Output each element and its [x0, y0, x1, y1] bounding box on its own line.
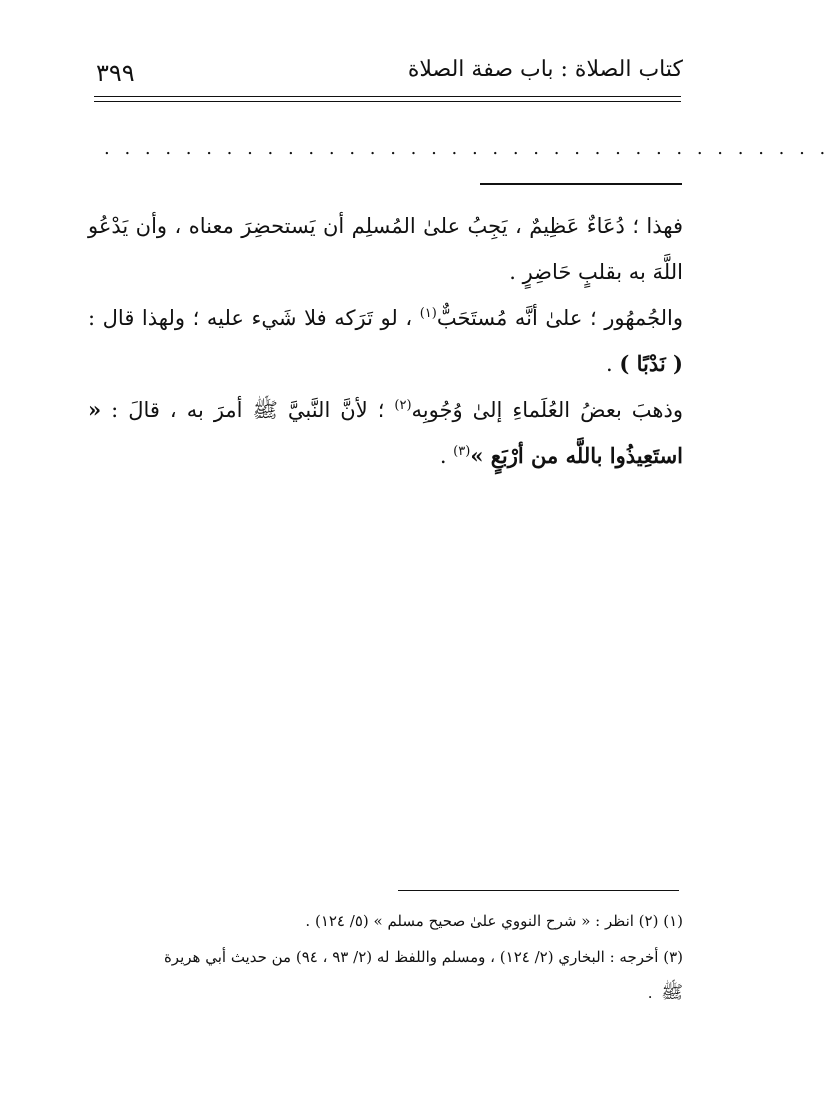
- paragraph-3-text: وذهبَ بعضُ العُلَماءِ إلىٰ وُجُوبِه: [411, 398, 683, 422]
- footnote-3-end: [83, 975, 683, 1011]
- footnote-1-2: (١) (٢) انظر : « شرح النووي علىٰ صحيح مسلم » (٥/ ١٢٤) .: [305, 912, 683, 930]
- footnote-ref-2[interactable]: (٢): [394, 398, 412, 413]
- paragraph-3: [88, 387, 683, 479]
- chapter-title: كتاب الصلاة : باب صفة الصلاة: [407, 57, 683, 82]
- footnote-3: (٣) أخرجه : البخاري (٢/ ١٢٤) ، ومسلم واللفظ له (٢/ ٩٣ ، ٩٤) من حديث أبي هريرة: [163, 948, 683, 966]
- footnote-ref-1[interactable]: (١): [419, 306, 437, 321]
- footnote-3-period: .: [647, 984, 658, 1002]
- header-rule: [94, 96, 681, 97]
- paragraph-2: [88, 295, 683, 387]
- paragraph-2-text-cont: ، لو تَرَكه فلا شَيء عليه ؛ ولهذا قال :: [88, 306, 420, 330]
- header-rule-lower: [94, 101, 681, 102]
- elided-text-dots: . . . . . . . . . . . . . . . . . . . . . . . . . . . . . . . . . . . .: [104, 138, 830, 159]
- section-separator: [480, 183, 682, 185]
- paragraph-3-text-cont: ؛ لأنَّ النَّبيَّ ﷺ أمرَ به ، قالَ :: [101, 398, 395, 422]
- paragraph-2-end: .: [606, 352, 620, 376]
- paragraph-1: فهذا ؛ دُعَاءٌ عَظِيمٌ ، يَجِبُ علىٰ المُسلِم أن يَستحضِرَ معناه ، وأن يَدْعُو اللَّهَ به بقلبٍ حَاضِرٍ .: [88, 214, 683, 284]
- footnotes: [83, 903, 683, 1011]
- paragraph-3-end: .: [439, 444, 454, 468]
- hadith-quote: « استَعِيذُوا باللَّه من أرْبَعٍ »: [88, 397, 683, 468]
- footnote-ref-3[interactable]: (٣): [453, 444, 471, 459]
- honorific-glyph: ﷺ: [661, 982, 683, 1003]
- quoted-term: ( نَدْبًا ): [619, 351, 683, 376]
- footnote-separator: [398, 890, 679, 891]
- page-number: ٣٩٩: [96, 59, 135, 87]
- paragraph-2-text: والجُمهُور ؛ علىٰ أنَّه مُستَحَبٌّ: [436, 306, 683, 330]
